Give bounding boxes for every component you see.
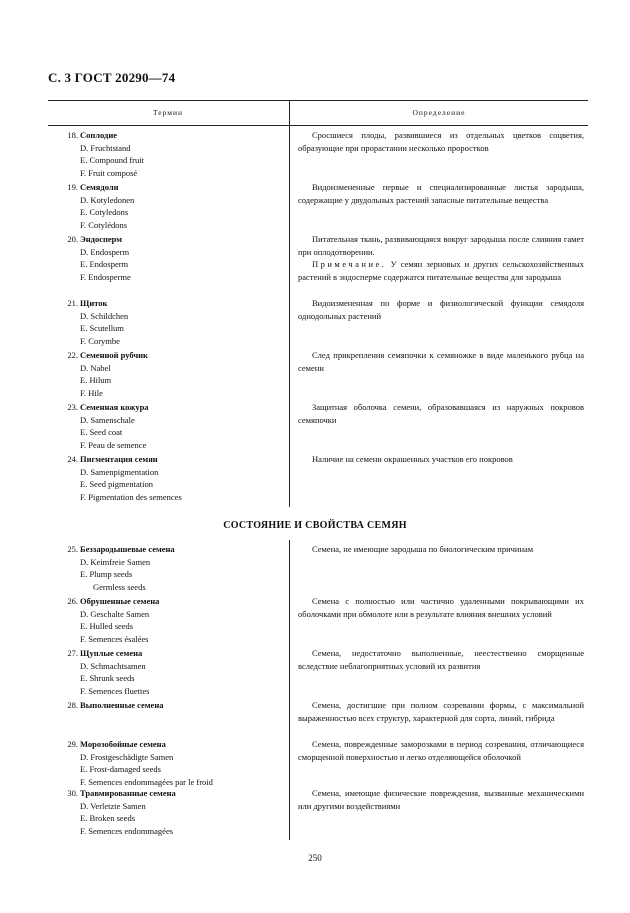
column-header-term: Термин — [152, 108, 184, 117]
term-number: 19. — [67, 182, 78, 192]
term-english: E. Shrunk seeds — [80, 673, 135, 683]
definition-note — [298, 258, 584, 283]
term-french: F. Cotylédons — [80, 219, 128, 230]
term-definition: Защитная оболочка семени, образовавшаяся из наружных покровов семяпочки — [298, 402, 584, 425]
term-definition: Семена, достигшие при полном созревании формы, с максимальной выраженностью всех структур, характерной для сорта, линий, гибрида — [298, 700, 584, 723]
page-number: 250 — [308, 853, 322, 863]
term-name: Травмированные семена — [80, 788, 176, 798]
term-entry — [60, 181, 290, 231]
term-entry — [60, 595, 290, 645]
term-german: D. Schmachtsamen — [80, 660, 146, 671]
term-german: D. Samenpigmentation — [80, 466, 159, 477]
term-english: E. Plump seeds — [80, 569, 133, 579]
term-english: E. Seed coat — [80, 427, 123, 437]
term-french: F. Semences endommagées par le froid — [80, 776, 213, 787]
term-number: 24. — [67, 454, 78, 464]
term-number: 21. — [67, 298, 78, 308]
note-text: У семян зерновых и других сельскохозяйственных растений в эндосперме содержатся питательные вещества для зародыша — [298, 259, 584, 282]
term-name: Пигментация семян — [80, 454, 158, 464]
term-number: 27. — [67, 648, 78, 658]
term-french: F. Semences ésalées — [80, 633, 149, 644]
term-french: F. Pigmentation des semences — [80, 491, 182, 502]
term-name: Семенная кожура — [80, 402, 149, 412]
section-title: СОСТОЯНИЕ И СВОЙСТВА СЕМЯН — [223, 520, 407, 531]
term-number: 23. — [67, 402, 78, 412]
table-top-rule — [48, 100, 588, 101]
term-german: D. Kotyledonen — [80, 194, 135, 205]
term-entry — [60, 349, 290, 399]
note-label: Примечание. — [312, 259, 387, 269]
term-definition: Семена, поврежденные заморозками в период созревания, отличающиеся сморщенной поверхностью и легко отделяющейся оболочкой — [298, 739, 584, 762]
term-entry — [60, 453, 290, 503]
term-number: 18. — [67, 130, 78, 140]
term-english-alt: Germless seeds — [93, 581, 146, 592]
term-english: E. Compound fruit — [80, 155, 144, 165]
term-french: F. Semences fluettes — [80, 685, 150, 696]
table-header-rule — [48, 125, 588, 126]
term-name: Соплодие — [80, 130, 118, 140]
term-name: Беззародышевые семена — [80, 544, 175, 554]
term-french: F. Semences endommagées — [80, 825, 174, 836]
term-name: Выполненные семена — [80, 700, 164, 710]
term-definition: Видоизмененная по форме и физиологической функции семядоля однодольных растений — [298, 298, 584, 321]
term-definition: Наличие на семени окрашенных участков его покровов — [312, 454, 513, 464]
term-number: 29. — [67, 739, 78, 749]
term-number: 28. — [67, 700, 78, 710]
term-english: E. Broken seeds — [80, 813, 136, 823]
term-definition — [298, 233, 584, 283]
term-french: F. Corymbe — [80, 335, 120, 346]
term-number: 25. — [67, 544, 78, 554]
term-name: Семенной рубчик — [80, 350, 148, 360]
term-number: 20. — [67, 234, 78, 244]
term-name: Семядоли — [80, 182, 119, 192]
term-german: D. Endosperm — [80, 246, 130, 257]
term-entry — [60, 787, 290, 837]
term-german: D. Geschalte Samen — [80, 608, 150, 619]
term-number: 26. — [67, 596, 78, 606]
term-name: Обрушенные семена — [80, 596, 160, 606]
term-german: D. Keimfreie Samen — [80, 556, 151, 567]
term-french: F. Hile — [80, 387, 103, 398]
term-german: D. Schildchen — [80, 310, 129, 321]
term-definition: Сросшиеся плоды, развившиеся из отдельных цветков соцветия, образующие при прорастании несколько проростков — [298, 130, 584, 153]
term-english: E. Hilum — [80, 375, 112, 385]
page-header: С. 3 ГОСТ 20290—74 — [48, 70, 176, 85]
term-german: D. Frostgeschädigte Samen — [80, 751, 174, 762]
term-english: E. Hulled seeds — [80, 621, 134, 631]
term-entry — [60, 738, 290, 788]
term-entry — [60, 401, 290, 451]
definition-text: Питательная ткань, развивающаяся вокруг зародыша после слияния гамет при оплодотворении. — [298, 234, 584, 257]
term-entry — [60, 233, 290, 283]
term-english: E. Cotyledons — [80, 207, 129, 217]
term-english: E. Frost-damaged seeds — [80, 764, 161, 774]
term-entry — [60, 543, 290, 593]
term-number: 22. — [67, 350, 78, 360]
term-entry — [60, 699, 290, 712]
term-german: D. Samenschale — [80, 414, 135, 425]
term-definition: След прикрепления семяпочки к семяножке в виде маленького рубца на семени — [298, 350, 584, 373]
term-name: Щиток — [80, 298, 108, 308]
term-german: D. Nabel — [80, 362, 111, 373]
term-english: E. Endosperm — [80, 259, 129, 269]
term-entry — [60, 647, 290, 697]
term-french: F. Fruit composé — [80, 167, 138, 178]
term-definition: Семена с полностью или частично удаленными покрывающими их оболочками при обмолоте или в результате влияния внешних условий — [298, 596, 584, 619]
term-definition: Семена, не имеющие зародыша по биологическим причинам — [312, 544, 534, 554]
term-definition: Видоизмененные первые и специализированные листья зародыша, содержащие у двудольных растений запасные питательные вещества — [298, 182, 584, 205]
term-english: E. Seed pigmentation — [80, 479, 153, 489]
term-german: D. Fruchtstand — [80, 142, 131, 153]
term-entry — [60, 297, 290, 347]
term-french: F. Endosperme — [80, 271, 131, 282]
term-name: Щуплые семена — [80, 648, 143, 658]
term-entry — [60, 129, 290, 179]
term-name: Морозобойные семена — [80, 739, 166, 749]
term-name: Эндосперм — [80, 234, 123, 244]
term-english: E. Scutellum — [80, 323, 124, 333]
term-definition: Семена, недостаточно выполненные, неестественно сморщенные вследствие неблагоприятных условий их развития — [298, 648, 584, 671]
term-number: 30. — [67, 788, 78, 798]
term-german: D. Verletzte Samen — [80, 800, 146, 811]
column-header-definition: Определение — [412, 108, 466, 117]
term-definition: Семена, имеющие физические повреждения, вызванные механическими или другими воздействиями — [298, 788, 584, 811]
term-french: F. Peau de semence — [80, 439, 147, 450]
